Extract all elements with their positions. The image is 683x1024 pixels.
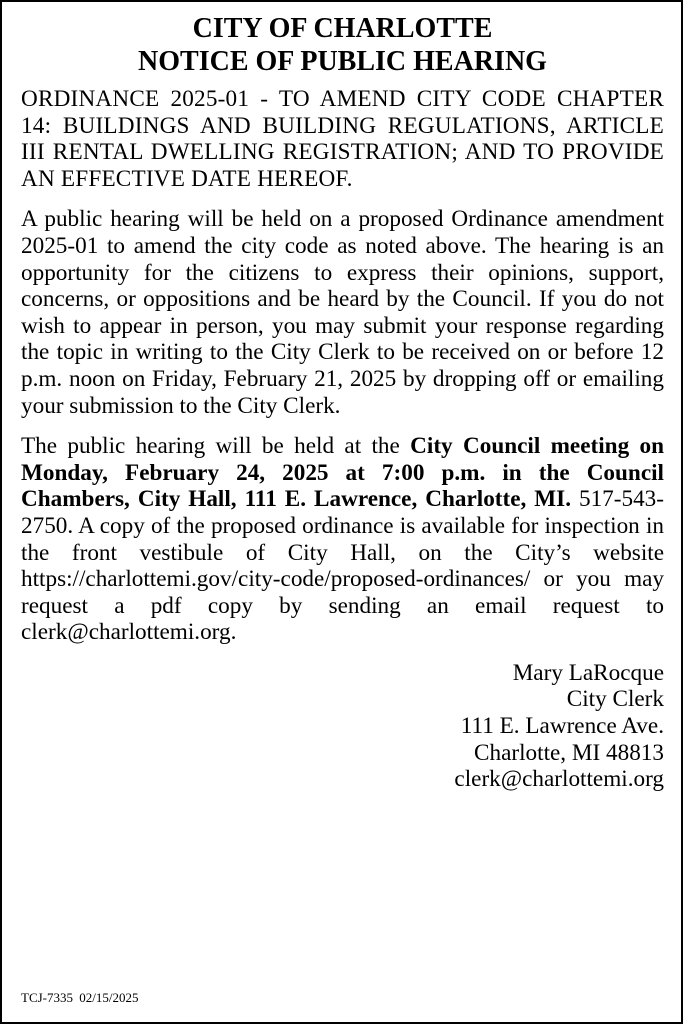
signature-address: 111 E. Lawrence Ave. — [460, 713, 664, 740]
publication-footer — [21, 990, 138, 1006]
meeting-phone: 517-543-2750. — [21, 486, 664, 539]
ordinance-heading: ORDINANCE 2025-01 - TO AMEND CITY CODE CHAPTER 14: BUILDINGS AND BUILDING REGULATIONS, ARTICLE III RENTAL DWELLING REGISTRATION; AND TO PROVIDE AN EFFECTIVE DATE HEREOF. — [21, 86, 664, 192]
meeting-details: City Council meeting on Monday, February 24, 2025 at 7:00 p.m. in the Council Chambers, City Hall, 111 E. Lawrence, Charlotte, MI. — [21, 433, 664, 513]
signature-name: Mary LaRocque — [512, 659, 664, 686]
hearing-paragraph: A public hearing will be held on a proposed Ordinance amendment 2025-01 to amend the city code as noted above. The hearing is an opportunity for the citizens to express their opinions, support, concerns, or oppositions and be heard by the Council. If you do not wish to appear in person, you may submit your response regarding the topic in writing to the City Clerk to be received on or before 12 p.m. noon on Friday, February 21, 2025 by dropping off or emailing your submission to the City Clerk. — [21, 206, 664, 419]
meeting-paragraph — [21, 433, 664, 646]
signature-email: clerk@charlottemi.org — [454, 766, 664, 793]
signature-block — [21, 660, 664, 793]
footer-code: TCJ-7335 — [21, 990, 73, 1005]
notice-title — [21, 12, 664, 78]
footer-date: 02/15/2025 — [79, 990, 139, 1005]
signature-role: City Clerk — [566, 686, 664, 713]
meeting-rest: A copy of the proposed ordinance is available for inspection in the front vestibule of City Hall, on the City’s website https://charlottemi.gov/city-code/proposed-ordinances/ or you may request a pdf copy by sending an email request to clerk@charlottemi.org. — [21, 512, 664, 646]
title-line-2: NOTICE OF PUBLIC HEARING — [138, 46, 547, 77]
title-line-1: CITY OF CHARLOTTE — [192, 13, 493, 44]
meeting-intro: The public hearing will be held at the — [21, 433, 411, 460]
signature-city: Charlotte, MI 48813 — [474, 739, 664, 766]
